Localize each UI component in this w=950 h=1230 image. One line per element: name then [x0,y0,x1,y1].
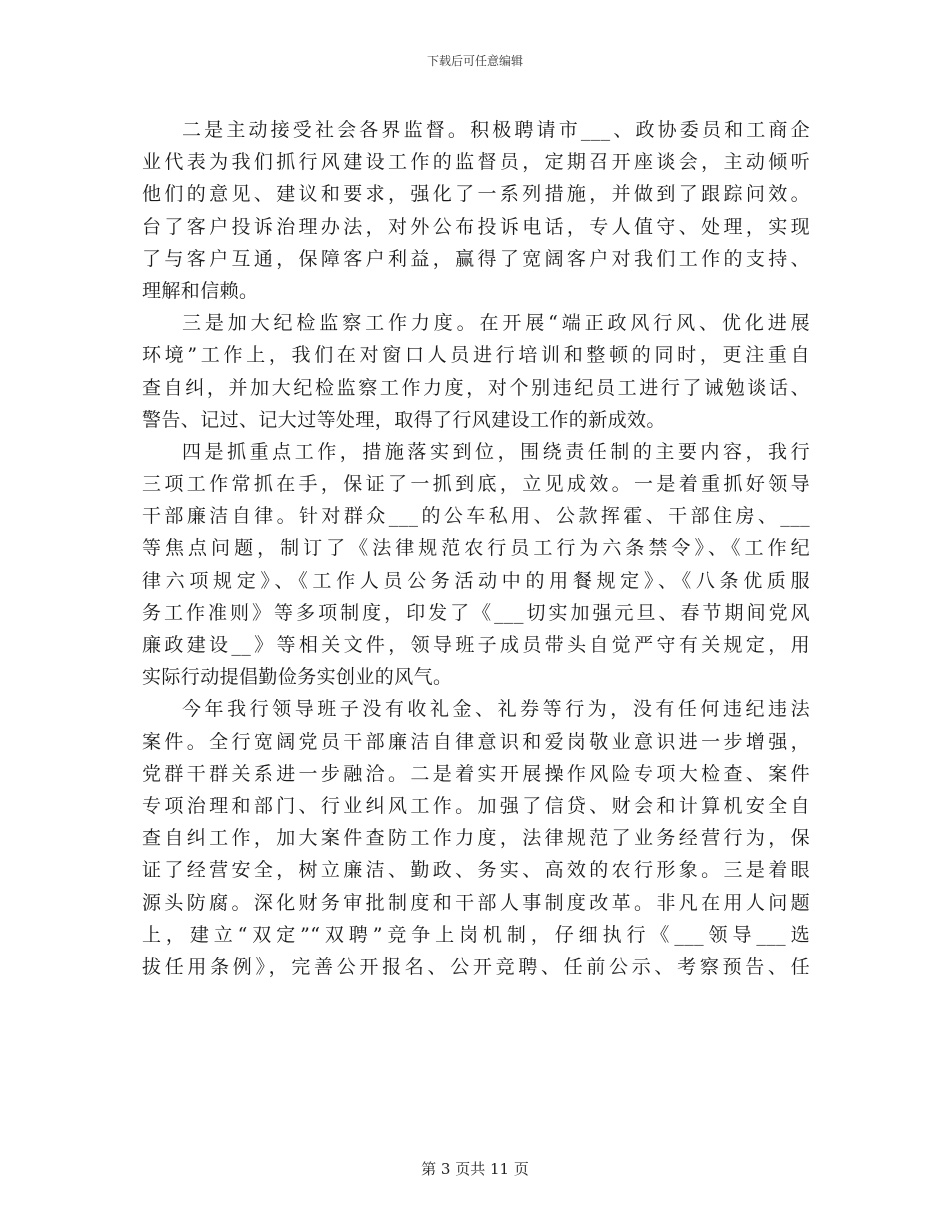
text-line: 警告、记过、记大过等处理，取得了行风建设工作的新成效。 [142,408,666,431]
text-line: 台了客户投诉治理办法，对外公布投诉电话，专人值守、处理，实现 [142,215,810,238]
text-line: 案件。全行宽阔党员干部廉洁自律意识和爱岗敬业意识进一步增强， [142,730,810,753]
text-line: 四是抓重点工作，措施落实到位，围绕责任制的主要内容，我行 [182,440,810,463]
page-footer: 第 3 页共 11 页 [421,1160,529,1178]
document-body [142,114,810,983]
text-line: 专项治理和部门、行业纠风工作。加强了信贷、财会和计算机安全自 [142,794,810,817]
text-line: 环境”工作上，我们在对窗口人员进行培训和整顿的同时，更注重自 [142,344,810,367]
text-line: 二是主动接受社会各界监督。积极聘请市___、政协委员和工商企 [182,119,810,141]
text-line: 务工作准则》等多项制度，印发了《___切实加强元旦、春节期间党风 [142,601,810,624]
text-line: 查自纠工作，加大案件查防工作力度，法律规范了业务经营行为，保 [142,827,810,850]
text-line: 业代表为我们抓行风建设工作的监督员，定期召开座谈会，主动倾听 [142,151,810,174]
text-line: 等焦点问题，制订了《法律规范农行员工行为六条禁令》、《工作纪 [142,537,810,560]
text-line: 律六项规定》、《工作人员公务活动中的用餐规定》、《八条优质服 [142,569,810,592]
text-line: 他们的意见、建议和要求，强化了一系列措施，并做到了跟踪问效。 [142,183,810,206]
text-line: 理解和信赖。 [142,279,259,302]
text-line: 廉政建设__》等相关文件，领导班子成员带头自觉严守有关规定，用 [142,634,810,656]
text-line: 实际行动提倡勤俭务实创业的风气。 [142,666,453,689]
page-header: 下载后可任意编辑 [426,54,523,68]
text-line: 了与客户互通，保障客户利益，赢得了宽阔客户对我们工作的支持、 [142,247,810,270]
text-line: 证了经营安全，树立廉洁、勤政、务实、高效的农行形象。三是着眼 [142,859,810,882]
text-line: 三项工作常抓在手，保证了一抓到底，立见成效。一是着重抓好领导 [142,473,810,496]
text-line: 上，建立“双定”“双聘”竞争上岗机制，仔细执行《___领导___选 [142,923,810,946]
text-line: 干部廉洁自律。针对群众___的公车私用、公款挥霍、干部住房、___ [142,505,810,528]
text-line: 拔任用条例》，完善公开报名、公开竞聘、任前公示、考察预告、任 [142,955,810,978]
text-line: 源头防腐。深化财务审批制度和干部人事制度改革。非凡在用人问题 [142,891,810,914]
text-line: 查自纠，并加大纪检监察工作力度，对个别违纪员工进行了诫勉谈话、 [142,376,810,399]
text-line: 今年我行领导班子没有收礼金、礼券等行为，没有任何违纪违法 [182,698,810,721]
text-line: 三是加大纪检监察工作力度。在开展“端正政风行风、优化进展 [182,312,810,335]
text-line: 党群干群关系进一步融洽。二是着实开展操作风险专项大检查、案件 [142,762,810,785]
